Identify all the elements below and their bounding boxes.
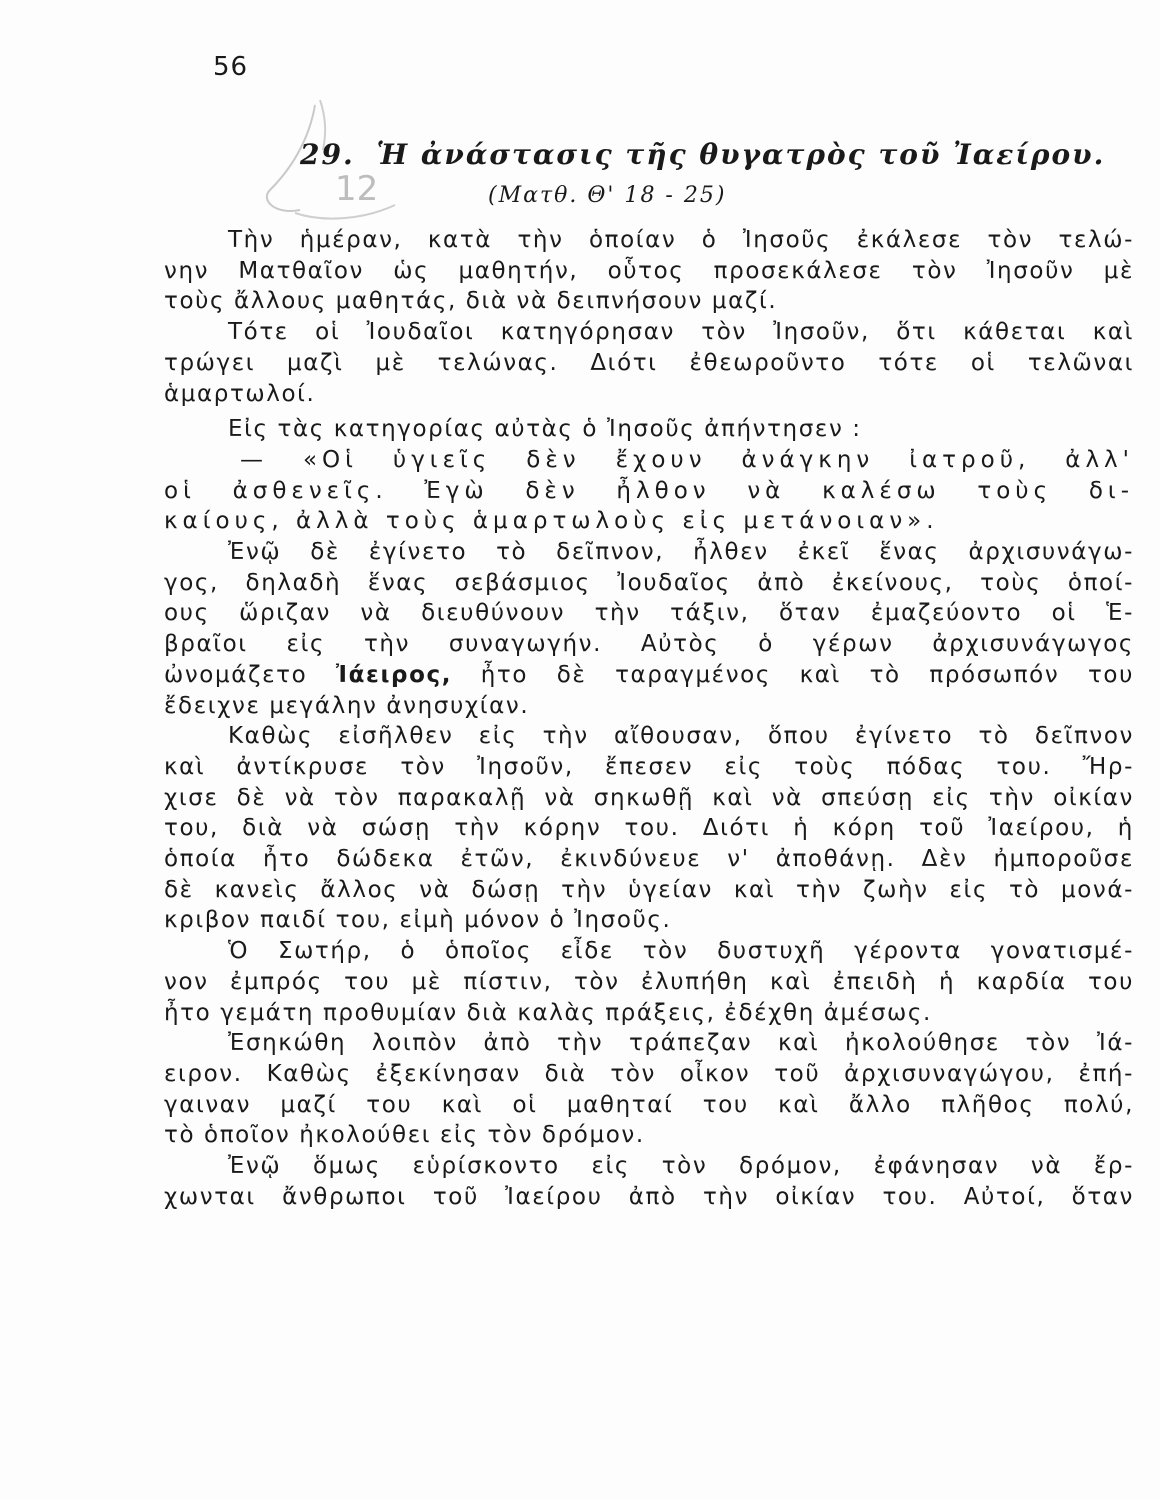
quotation — [164, 445, 1134, 537]
paragraph — [164, 1151, 1134, 1212]
body-text — [164, 225, 1134, 1213]
paragraph — [164, 721, 1134, 936]
text-line: καίους, ἀλλὰ τοὺς ἁμαρτωλοὺς εἰς μετάνοιαν». — [164, 508, 939, 535]
paragraph — [164, 225, 1134, 317]
text-line: γαιναν μαζί του καὶ οἱ μαθηταί του καὶ ἄλλο πλῆθος πολύ, — [164, 1091, 1134, 1118]
text-line: Τὴν ἡμέραν, κατὰ τὴν ὁποίαν ὁ Ἰησοῦς ἐκάλεσε τὸν τελώ- — [228, 227, 1134, 253]
text-line: ὁποία ἦτο δώδεκα ἐτῶν, ἐκινδύνευε ν' ἀποθάνῃ. Δὲν ἠμποροῦσε — [164, 846, 1134, 873]
text-line: βραῖοι εἰς τὴν συναγωγήν. Αὐτὸς ὁ γέρων ἀρχισυνάγωγος — [164, 631, 1134, 658]
text-line: ἔδειχνε μεγάλην ἀνησυχίαν. — [164, 692, 530, 719]
text-line: Εἰς τὰς κατηγορίας αὐτὰς ὁ Ἰησοῦς ἀπήντησεν : — [228, 416, 862, 443]
text-line: καὶ ἀντίκρυσε τὸν Ἰησοῦν, ἔπεσεν εἰς τοὺς πόδας του. Ἤρ- — [164, 753, 1134, 780]
text-line: Τότε οἱ Ἰουδαῖοι κατηγόρησαν τὸν Ἰησοῦν, ὅτι κάθεται καὶ — [228, 319, 1134, 346]
chapter-number: 29. — [300, 138, 355, 171]
paragraph — [164, 414, 1134, 445]
text-line: τοὺς ἄλλους μαθητάς, διὰ νὰ δειπνήσουν μαζί. — [164, 288, 778, 315]
text-line: του, διὰ νὰ σώσῃ τὴν κόρην του. Διότι ἡ κόρη τοῦ Ἰαείρου, ἡ — [164, 815, 1134, 842]
text-line: ειρον. Καθὼς ἐξεκίνησαν διὰ τὸν οἶκον τοῦ ἀρχισυναγώγου, ἐπή- — [164, 1060, 1134, 1087]
text-line: Ἐνῷ ὅμως εὑρίσκοντο εἰς τὸν δρόμον, ἐφάνησαν νὰ ἔρ- — [228, 1153, 1134, 1180]
paragraph — [164, 1028, 1134, 1151]
text-line: οἱ ἀσθενεῖς. Ἐγὼ δὲν ἦλθον νὰ καλέσω τοὺς δι- — [164, 477, 1134, 504]
text-line: χωνται ἄνθρωποι τοῦ Ἰαείρου ἀπὸ τὴν οἰκίαν του. Αὐτοί, ὅταν — [164, 1183, 1134, 1210]
text-line: δὲ κανεὶς ἄλλος νὰ δώσῃ τὴν ὑγείαν καὶ τὴν ζωὴν εἰς τὸ μονά- — [164, 876, 1134, 903]
text-line: χισε δὲ νὰ τὸν παρακαλῇ νὰ σηκωθῇ καὶ νὰ σπεύσῃ εἰς τὴν οἰκίαν — [164, 784, 1134, 811]
text-line: — «Οἱ ὑγιεῖς δὲν ἔχουν ἀνάγκην ἰατροῦ, ἀλλ' — [240, 446, 1134, 473]
paragraph — [164, 537, 1134, 721]
scripture-reference: (Ματθ. Θ' 18 - 25) — [488, 183, 727, 208]
text-line: γος, δηλαδὴ ἕνας σεβάσμιος Ἰουδαῖος ἀπὸ ἐκείνους, τοὺς ὁποί- — [164, 569, 1134, 596]
text-line: τρώγει μαζὶ μὲ τελώνας. Διότι ἐθεωροῦντο τότε οἱ τελῶναι — [164, 349, 1134, 376]
text-line: τὸ ὁποῖον ἠκολούθει εἰς τὸν δρόμον. — [164, 1122, 645, 1149]
text-line: ἦτο γεμάτη προθυμίαν διὰ καλὰς πράξεις, ἐδέχθη ἀμέσως. — [164, 999, 932, 1026]
text-line: Ἐσηκώθη λοιπὸν ἀπὸ τὴν τράπεζαν καὶ ἠκολούθησε τὸν Ἰά- — [228, 1030, 1134, 1057]
text-line: νην Ματθαῖον ὡς μαθητήν, οὗτος προσεκάλεσε τὸν Ἰησοῦν μὲ — [164, 257, 1134, 284]
text-line: Ὁ Σωτήρ, ὁ ὁποῖος εἶδε τὸν δυστυχῆ γέροντα γονατισμέ- — [228, 938, 1134, 965]
page-number: 56 — [213, 52, 249, 82]
text-line: κριβον παιδί του, εἰμὴ μόνον ὁ Ἰησοῦς. — [164, 907, 672, 934]
text-line: ἁμαρτωλοί. — [164, 380, 316, 407]
chapter-title: Ἡ ἀνάστασις τῆς θυγατρὸς τοῦ Ἰαείρου. — [376, 138, 1106, 171]
text-line: Καθὼς εἰσῆλθεν εἰς τὴν αἴθουσαν, ὅπου ἐγίνετο τὸ δεῖπνον — [228, 723, 1134, 750]
bold-proper-name: Ἰάειρος, — [335, 661, 453, 688]
paragraph — [164, 317, 1134, 409]
paragraph — [164, 936, 1134, 1028]
text-line: Ἐνῷ δὲ ἐγίνετο τὸ δεῖπνον, ἦλθεν ἐκεῖ ἕνας ἀρχισυνάγω- — [228, 539, 1134, 566]
text-line: νον ἐμπρός του μὲ πίστιν, τὸν ἐλυπήθη καὶ ἐπειδὴ ἡ καρδία του — [164, 968, 1134, 995]
text-line: ους ὥριζαν νὰ διευθύνουν τὴν τάξιν, ὅταν ἐμαζεύοντο οἱ Ἑ- — [164, 600, 1134, 627]
pencil-number: 12 — [335, 169, 379, 209]
chapter-heading — [300, 138, 1106, 171]
text-line-with-name: ὠνομάζετο Ἰάειρος, ἦτο δὲ ταραγμένος καὶ τὸ πρόσωπόν του — [164, 661, 1134, 688]
